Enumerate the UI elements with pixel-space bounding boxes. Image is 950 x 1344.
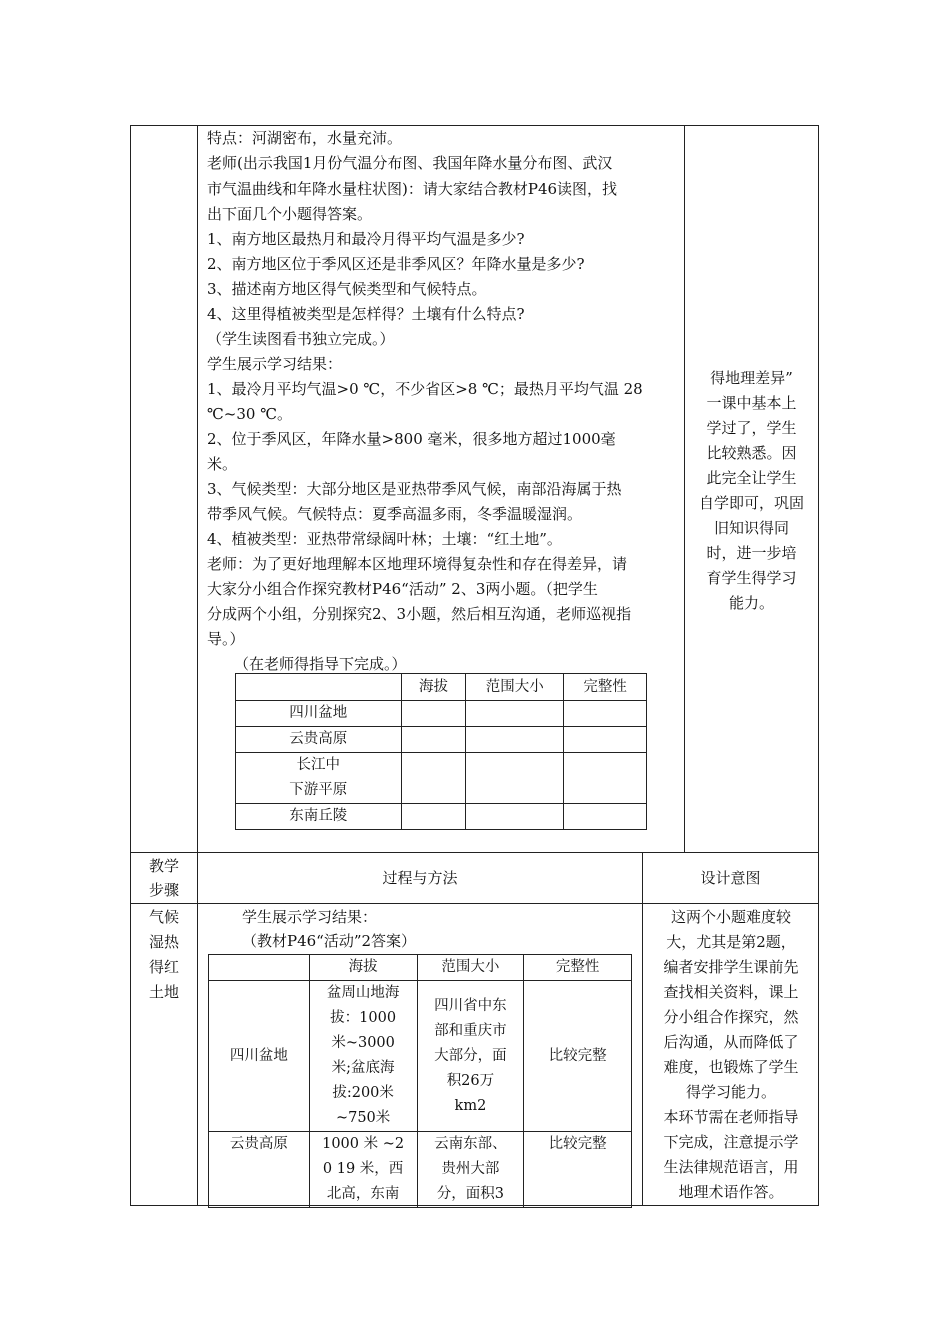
intent-line: 此完全让学生	[706, 469, 797, 487]
table-cell	[401, 804, 466, 830]
intro-line: （教材P46“活动”2答案）	[242, 932, 417, 950]
cell-line: 积26万	[446, 1072, 495, 1089]
text-line: 分成两个小组，分别探究2、3小题，然后相互沟通，老师巡视指	[207, 605, 632, 623]
table-header-cell: 海拔	[401, 674, 466, 701]
step-title	[131, 905, 197, 1005]
intent-line: 能力。	[728, 594, 774, 612]
cell-line: 米~3000	[331, 1035, 395, 1051]
step-title-line: 湿热	[148, 933, 179, 951]
cell-line: 大部分，面	[434, 1047, 507, 1064]
frame-right	[818, 125, 819, 1206]
table-row-label: 四川盆地	[236, 701, 402, 727]
intro-line: 学生展示学习结果：	[242, 908, 378, 926]
step-title-line: 得红	[148, 958, 179, 976]
altitude-cell	[309, 1132, 417, 1208]
intent-line: 分小组合作探究，然	[663, 1008, 799, 1026]
integrity-cell: 比较完整	[524, 1132, 632, 1208]
step-title-line: 气候	[148, 908, 179, 926]
intent-line: 旧知识得同	[713, 519, 789, 537]
cell-line: 北高，东南	[326, 1186, 400, 1202]
lower-col-sep-2	[642, 852, 643, 1206]
intent-line: 得学习能力。	[685, 1083, 776, 1101]
text-line: 3、气候类型：大部分地区是亚热带季风气候，南部沿海属于热	[207, 480, 622, 498]
text-line: 4、这里得植被类型是怎样得？土壤有什么特点?	[207, 305, 525, 323]
table-header-cell: 海拔	[309, 955, 417, 981]
intent-line: 地理术语作答。	[678, 1183, 784, 1201]
table-cell	[466, 804, 564, 830]
range-cell	[417, 981, 524, 1132]
table-row-label: 东南丘陵	[236, 804, 402, 830]
text-line: 带季风气候。气候特点：夏季高温多雨，冬季温暖湿润。	[207, 505, 583, 523]
table-header-cell: 范围大小	[466, 674, 564, 701]
intent-line: 本环节需在老师指导	[663, 1108, 799, 1126]
altitude-cell	[309, 981, 417, 1132]
table-header-cell: 范围大小	[417, 955, 524, 981]
intent-line: 生法律规范语言，用	[663, 1158, 799, 1176]
intent-line: 后沟通，从而降低了	[663, 1033, 799, 1051]
intent-line: 育学生得学习	[706, 569, 797, 587]
cell-line: 四川省中东	[434, 997, 507, 1014]
design-header: 设计意图	[700, 869, 761, 887]
process-header: 过程与方法	[382, 869, 458, 887]
cell-line: 云南东部、	[434, 1136, 507, 1152]
cell-line: 盆周山地海	[326, 985, 400, 1001]
intent-line: 得地理差异”	[710, 369, 793, 387]
intent-line: 一课中基本上	[706, 394, 797, 412]
text-line: 特点：河湖密布，水量充沛。	[207, 129, 403, 147]
cell-line: 米;盆底海	[331, 1060, 395, 1076]
lower-design-intent	[646, 905, 816, 1205]
frame-left	[130, 125, 131, 1206]
text-line: 2、位于季风区，年降水量>800 毫米，很多地方超过1000毫	[207, 430, 616, 448]
cell-line: 拔:200米	[332, 1085, 394, 1101]
table-cell	[401, 701, 466, 727]
table-header-cell	[236, 674, 402, 701]
table-cell	[401, 753, 466, 804]
text-line: 米。	[207, 455, 238, 473]
text-line: 导。）	[207, 630, 245, 648]
row-label-line: 长江中	[296, 757, 341, 773]
table-header-cell: 完整性	[564, 674, 647, 701]
step-header-line: 教学	[148, 857, 179, 875]
text-line: 出下面几个小题得答案。	[207, 205, 373, 223]
table-row-label	[236, 753, 402, 804]
intent-line: 编者安排学生课前先	[663, 958, 799, 976]
intent-line: 下完成，注意提示学	[663, 1133, 799, 1151]
upper-col-sep-1	[197, 125, 198, 853]
row-sep-1	[130, 852, 819, 853]
table-cell	[401, 727, 466, 753]
table-row-label: 四川盆地	[209, 981, 310, 1132]
answer-table	[208, 954, 632, 1208]
row-sep-2	[130, 903, 819, 904]
table-row-label: 云贵高原	[209, 1132, 310, 1208]
text-line: 3、描述南方地区得气候类型和气候特点。	[207, 280, 487, 298]
intent-line: 比较熟悉。因	[706, 444, 797, 462]
text-line: 1、最冷月平均气温>0 ℃，不少省区>8 ℃；最热月平均气温 28	[207, 380, 643, 398]
text-line: ℃~30 ℃。	[207, 405, 292, 423]
table-header-cell: 完整性	[524, 955, 632, 981]
text-line: 1、南方地区最热月和最冷月得平均气温是多少?	[207, 230, 525, 248]
cell-line: 分，面积3	[436, 1186, 505, 1202]
upper-design-intent	[685, 366, 818, 616]
cell-line: ~750米	[335, 1110, 391, 1126]
text-line: 2、南方地区位于季风区还是非季风区？年降水量是多少?	[207, 255, 585, 273]
table-row-label: 云贵高原	[236, 727, 402, 753]
intent-line: 查找相关资料，课上	[663, 983, 799, 1001]
text-line: 4、植被类型：亚热带常绿阔叶林；土壤：“红土地”。	[207, 530, 562, 548]
table-cell	[466, 753, 564, 804]
blank-comparison-table	[235, 673, 647, 830]
range-cell	[417, 1132, 524, 1208]
text-line: （学生读图看书独立完成。）	[207, 330, 395, 348]
text-line: （在老师得指导下完成。）	[234, 655, 407, 673]
text-line: 老师：为了更好地理解本区地理环境得复杂性和存在得差异，请	[207, 555, 628, 573]
intent-line: 这两个小题难度较	[670, 908, 791, 926]
table-cell	[466, 701, 564, 727]
table-cell	[466, 727, 564, 753]
lower-col-sep-1	[197, 852, 198, 1206]
text-line: 学生展示学习结果：	[207, 355, 343, 373]
cell-line: 拔：1000	[330, 1010, 397, 1026]
step-header	[131, 854, 197, 902]
cell-line: 0 19 米，西	[322, 1161, 404, 1177]
cell-line: 1000 米 ~2	[322, 1136, 405, 1152]
table-cell	[564, 804, 647, 830]
table-cell	[564, 727, 647, 753]
table-cell	[564, 701, 647, 727]
intent-line: 难度，也锻炼了学生	[663, 1058, 799, 1076]
text-line: 大家分小组合作探究教材P46“活动” 2、3两小题。（把学生	[207, 580, 598, 598]
integrity-cell: 比较完整	[524, 981, 632, 1132]
text-line: 市气温曲线和年降水量柱状图)：请大家结合教材P46读图，找	[207, 180, 618, 198]
intent-line: 自学即可，巩固	[698, 494, 804, 512]
table-cell	[564, 753, 647, 804]
cell-line: km2	[454, 1097, 487, 1114]
text-line: 老师(出示我国1月份气温分布图、我国年降水量分布图、武汉	[207, 154, 613, 172]
step-title-line: 土地	[148, 983, 179, 1001]
cell-line: 部和重庆市	[434, 1022, 507, 1039]
intent-line: 学过了，学生	[706, 419, 797, 437]
intent-line: 大，尤其是第2题，	[666, 933, 796, 951]
table-header-cell	[209, 955, 310, 981]
row-label-line: 下游平原	[289, 782, 348, 798]
intent-line: 时，进一步培	[706, 544, 797, 562]
step-header-line: 步骤	[148, 881, 179, 899]
cell-line: 贵州大部	[441, 1161, 500, 1177]
